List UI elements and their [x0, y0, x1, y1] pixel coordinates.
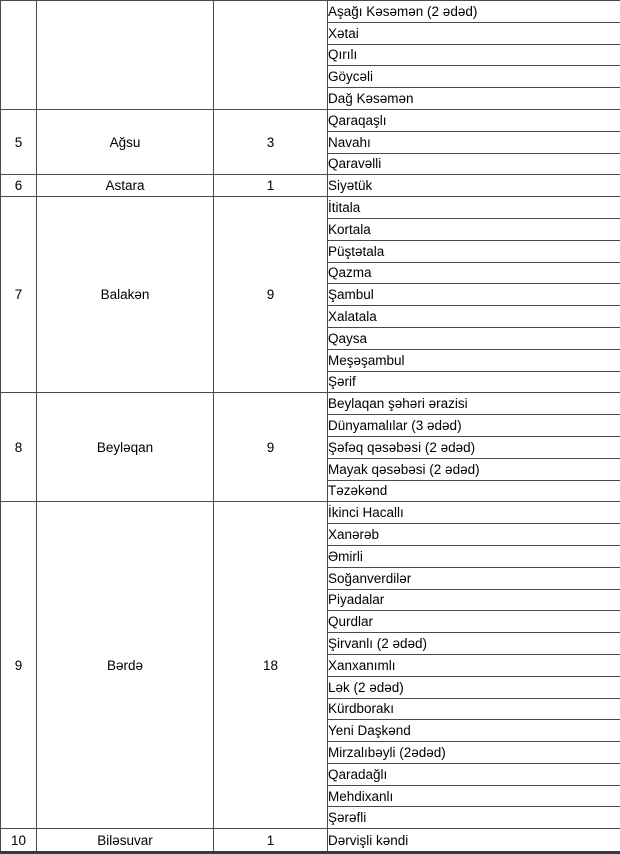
table-row: [1, 829, 620, 853]
count-cell: 18: [214, 502, 328, 829]
village-name-cell: Dərvişli kəndi: [328, 829, 620, 853]
village-name-cell: Qaysa: [328, 327, 620, 349]
village-name-cell: Şərif: [328, 371, 620, 393]
row-number-cell: 10: [1, 829, 37, 853]
village-name-cell: Şəfəq qəsəbəsi (2 ədəd): [328, 436, 620, 458]
village-name-cell: Qırılı: [328, 44, 620, 66]
row-number-cell: 9: [1, 502, 37, 829]
table-row: [1, 197, 620, 219]
district-name-cell: [37, 1, 214, 110]
village-name-cell: Qurdlar: [328, 611, 620, 633]
village-name-cell: Şambul: [328, 284, 620, 306]
count-cell: 1: [214, 829, 328, 853]
village-name-cell: Təzəkənd: [328, 480, 620, 502]
village-name-cell: Kürdborakı: [328, 698, 620, 720]
village-name-cell: Xanxanımlı: [328, 654, 620, 676]
village-name-cell: Qaradağlı: [328, 763, 620, 785]
village-name-cell: Yeni Daşkənd: [328, 720, 620, 742]
count-cell: [214, 1, 328, 110]
village-name-cell: Mayak qəsəbəsi (2 ədəd): [328, 458, 620, 480]
row-number-cell: 6: [1, 175, 37, 197]
village-name-cell: Lək (2 ədəd): [328, 676, 620, 698]
village-name-cell: Xalatala: [328, 306, 620, 328]
village-name-cell: Piyadalar: [328, 589, 620, 611]
village-name-cell: Siyətük: [328, 175, 620, 197]
count-cell: 3: [214, 109, 328, 174]
village-name-cell: Dağ Kəsəmən: [328, 88, 620, 110]
village-name-cell: Püştətala: [328, 240, 620, 262]
village-name-cell: Beylaqan şəhəri ərazisi: [328, 393, 620, 415]
village-name-cell: İkinci Hacallı: [328, 502, 620, 524]
village-name-cell: Şərəfli: [328, 807, 620, 829]
village-name-cell: Qazma: [328, 262, 620, 284]
village-name-cell: Xətai: [328, 22, 620, 44]
village-name-cell: Dünyamalılar (3 ədəd): [328, 415, 620, 437]
village-name-cell: Qaraqaşlı: [328, 109, 620, 131]
village-name-cell: Şirvanlı (2 ədəd): [328, 633, 620, 655]
table-row: [1, 1, 620, 23]
district-name-cell: Bərdə: [37, 502, 214, 829]
row-number-cell: 7: [1, 197, 37, 393]
table-row: [1, 109, 620, 131]
district-name-cell: Beyləqan: [37, 393, 214, 502]
row-number-cell: 5: [1, 109, 37, 174]
village-name-cell: Xanərəb: [328, 524, 620, 546]
table-row: [1, 175, 620, 197]
row-number-cell: 8: [1, 393, 37, 502]
district-name-cell: Ağsu: [37, 109, 214, 174]
village-name-cell: Mehdixanlı: [328, 785, 620, 807]
village-name-cell: Kortala: [328, 218, 620, 240]
village-name-cell: Mirzalıbəyli (2ədəd): [328, 742, 620, 764]
district-name-cell: Biləsuvar: [37, 829, 214, 853]
district-name-cell: Balakən: [37, 197, 214, 393]
village-name-cell: Qaravəlli: [328, 153, 620, 175]
village-name-cell: Aşağı Kəsəmən (2 ədəd): [328, 1, 620, 23]
village-name-cell: Əmirli: [328, 545, 620, 567]
row-number-cell: [1, 1, 37, 110]
count-cell: 9: [214, 393, 328, 502]
count-cell: 1: [214, 175, 328, 197]
count-cell: 9: [214, 197, 328, 393]
village-name-cell: Navahı: [328, 131, 620, 153]
table-row: [1, 502, 620, 524]
districts-table-body: [1, 1, 620, 853]
table-row: [1, 393, 620, 415]
village-name-cell: Meşəşambul: [328, 349, 620, 371]
village-name-cell: İtitala: [328, 197, 620, 219]
district-name-cell: Astara: [37, 175, 214, 197]
village-name-cell: Göycəli: [328, 66, 620, 88]
village-name-cell: Soğanverdilər: [328, 567, 620, 589]
